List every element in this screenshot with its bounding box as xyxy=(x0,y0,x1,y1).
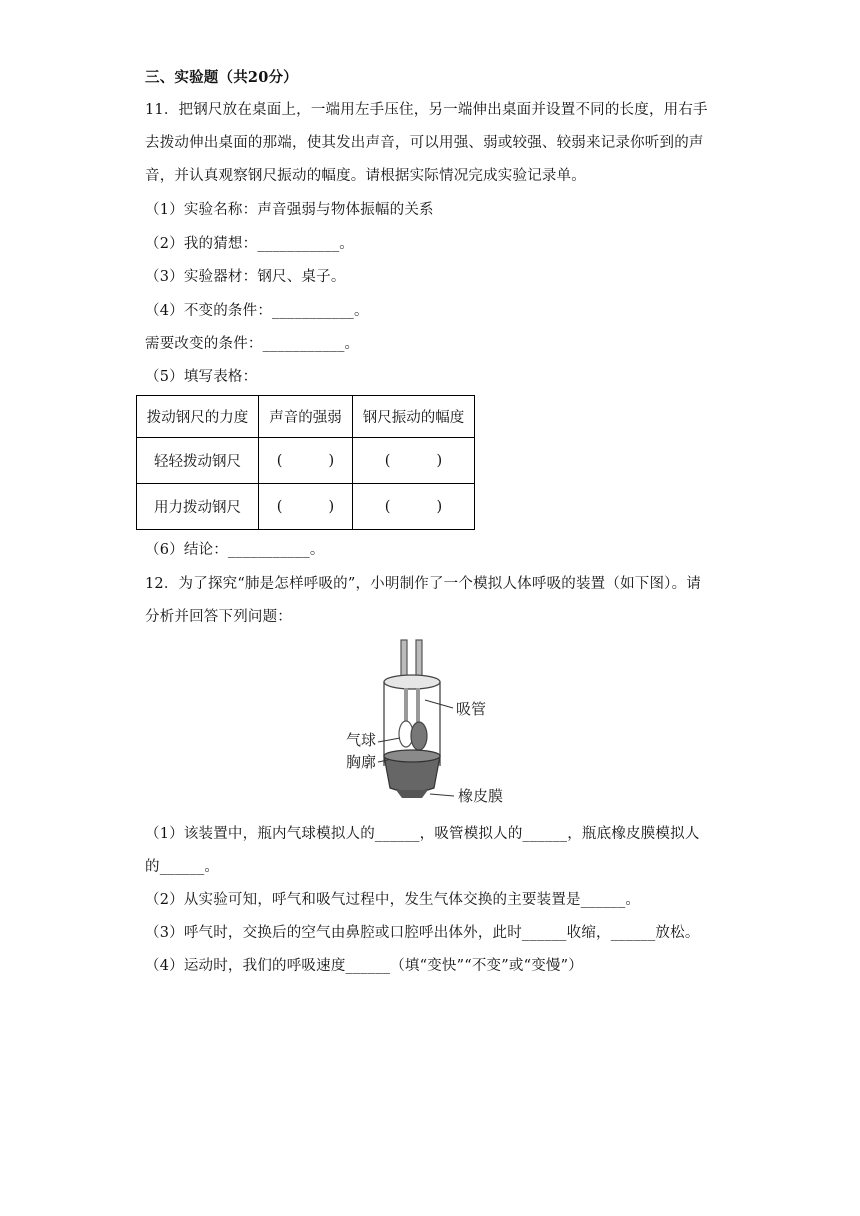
q11-item-constant-conditions: （4）不变的条件：___________。 xyxy=(145,303,369,319)
table-row xyxy=(137,484,475,530)
label-balloon: 气球 xyxy=(346,731,377,749)
q12-line-2: 分析并回答下列问题： xyxy=(145,609,292,625)
q12-question-1a: （1）该装置中，瓶内气球模拟人的______，吸管模拟人的______，瓶底橡皮膜模拟人 xyxy=(145,826,700,842)
label-straw: 吸管 xyxy=(456,700,487,718)
q12-question-1b: 的______。 xyxy=(145,859,220,875)
table-cell: 轻轻拨动钢尺 xyxy=(137,438,259,484)
table-header-row xyxy=(137,396,475,438)
q12-question-2: （2）从实验可知，呼气和吸气过程中，发生气体交换的主要装置是______。 xyxy=(145,892,641,908)
q11-item-hypothesis: （2）我的猜想：___________。 xyxy=(145,236,354,252)
label-membrane: 橡皮膜 xyxy=(458,787,504,805)
q12-question-3: （3）呼气时，交换后的空气由鼻腔或口腔呼出体外，此时______收缩，______放松。 xyxy=(145,925,700,941)
table-cell: ( ) xyxy=(259,438,353,484)
table-header-cell: 声音的强弱 xyxy=(259,396,353,438)
table-cell: ( ) xyxy=(259,484,353,530)
table-cell: 用力拨动钢尺 xyxy=(137,484,259,530)
table-cell: ( ) xyxy=(353,484,475,530)
table-header-cell: 钢尺振动的幅度 xyxy=(353,396,475,438)
q11-line-1: 11．把钢尺放在桌面上，一端用左手压住，另一端伸出桌面并设置不同的长度，用右手 xyxy=(145,102,708,118)
q11-line-3: 音，并认真观察钢尺振动的幅度。请根据实际情况完成实验记录单。 xyxy=(145,168,586,184)
q11-conclusion: （6）结论：___________。 xyxy=(145,542,325,558)
section-title: 三、实验题（共20分） xyxy=(145,69,298,86)
q11-line-2: 去拨动伸出桌面的那端，使其发出声音，可以用强、弱或较强、较弱来记录你听到的声 xyxy=(145,135,704,151)
table-row xyxy=(137,438,475,484)
table-cell: ( ) xyxy=(353,438,475,484)
record-table xyxy=(136,395,475,530)
q11-item-materials: （3）实验器材：钢尺、桌子。 xyxy=(145,269,346,285)
q11-item-fill-table: （5）填写表格： xyxy=(145,369,258,385)
breathing-model-figure xyxy=(330,638,530,810)
q11-item-experiment-name: （1）实验名称：声音强弱与物体振幅的关系 xyxy=(145,202,434,218)
table-header-cell: 拨动钢尺的力度 xyxy=(137,396,259,438)
q12-line-1: 12．为了探究“肺是怎样呼吸的”，小明制作了一个模拟人体呼吸的装置（如下图）。请 xyxy=(145,576,702,592)
q12-question-4: （4）运动时，我们的呼吸速度______（填“变快”“不变”或“变慢”） xyxy=(145,958,583,974)
q11-item-changed-conditions: 需要改变的条件：___________。 xyxy=(145,336,360,352)
label-chest: 胸廓 xyxy=(346,753,377,771)
